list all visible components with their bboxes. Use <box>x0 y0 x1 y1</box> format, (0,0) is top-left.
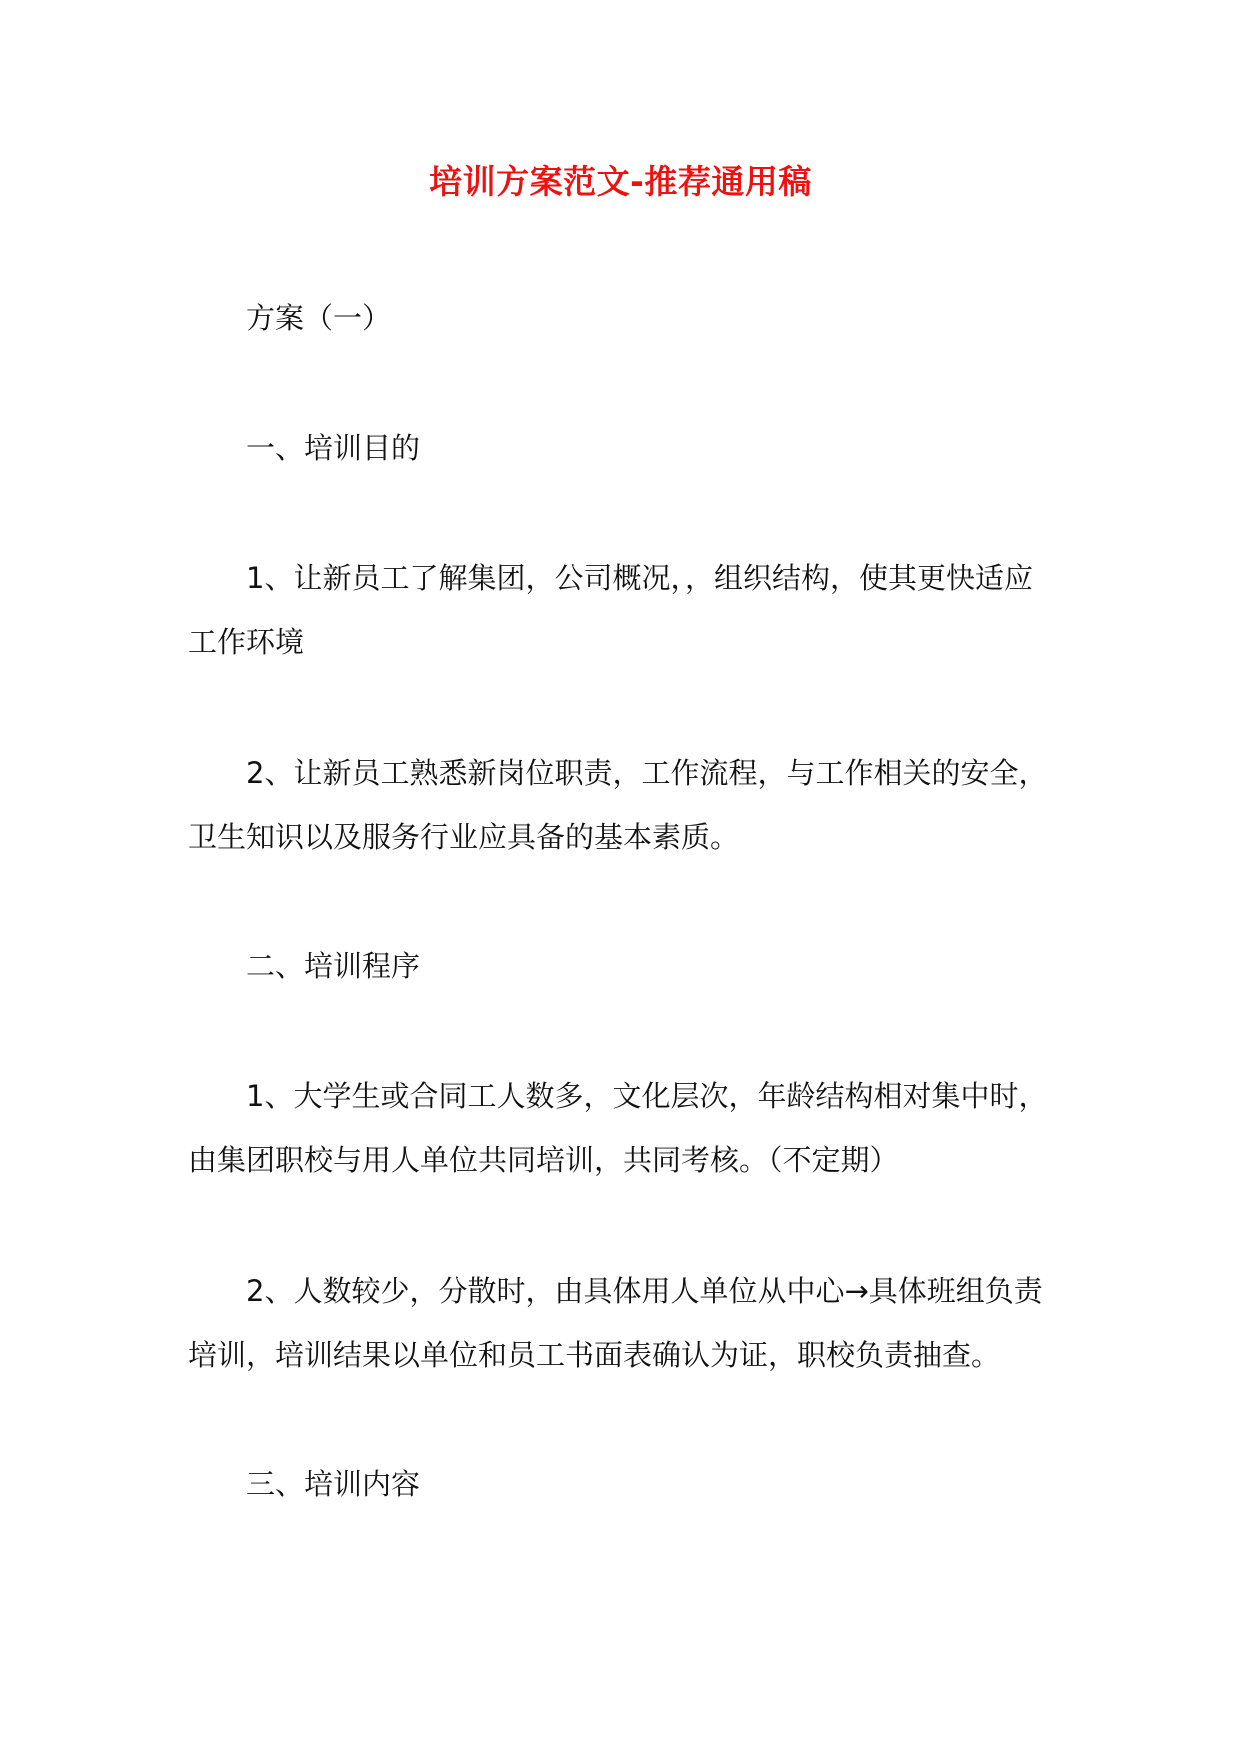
purpose-item-1: 1、让新员工了解集团，公司概况，，组织结构，使其更快适应工作环境 <box>188 561 1033 659</box>
procedure-item-2: 2、人数较少，分散时，由具体用人单位从中心→具体班组负责培训，培训结果以单位和员工书面表确认为证，职校负责抽查。 <box>188 1274 1043 1372</box>
section-heading-procedure: 二、培训程序 <box>246 949 421 983</box>
procedure-item-1: 1、大学生或合同工人数多，文化层次，年龄结构相对集中时，由集团职校与用人单位共同培训，共同考核。（不定期） <box>188 1079 1048 1177</box>
document-title: 培训方案范文-推荐通用稿 <box>429 162 812 201</box>
plan-heading: 方案（一） <box>246 301 392 335</box>
section-heading-content: 三、培训内容 <box>246 1467 421 1501</box>
purpose-item-2: 2、让新员工熟悉新岗位职责，工作流程，与工作相关的安全，卫生知识以及服务行业应具备的基本素质。 <box>188 756 1048 854</box>
section-heading-purpose: 一、培训目的 <box>246 431 421 465</box>
